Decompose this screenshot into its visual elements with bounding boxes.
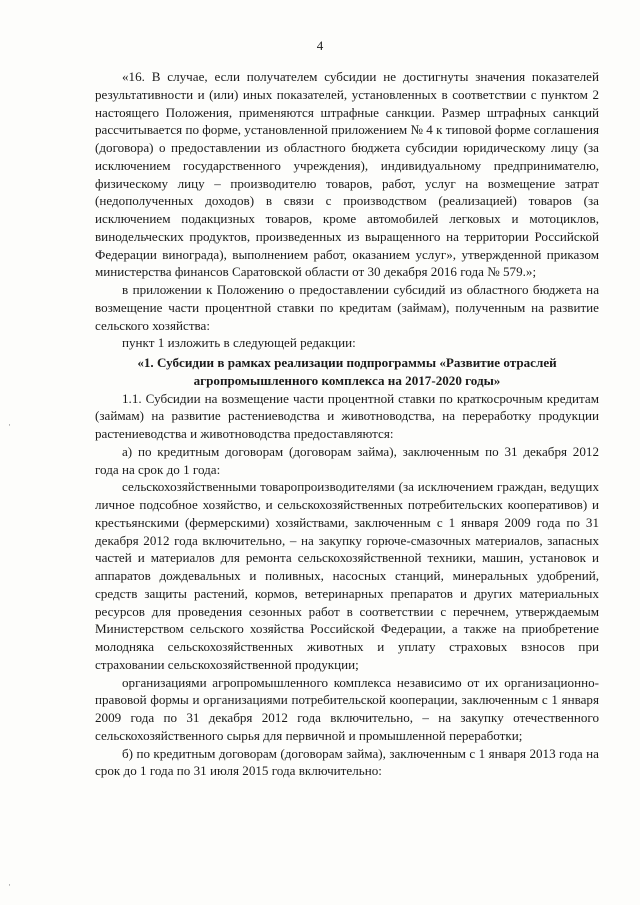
paragraph-item1-intro: пункт 1 изложить в следующей редакции: — [122, 335, 356, 351]
paragraph-16-sanctions: «16. В случае, если получателем субсидии не достигнуты значения показателей результативности и (или) иных показателей, установленных в соответствии с пунктом 2 настоящего Положения, применяются штрафные санкции. Размер штрафных санкций рассчитывается по форме, установленной приложением № 4 к типовой форме соглашения (договора) о предоставлении из областного бюджета субсидии юридическому лицу (за исключением государственного учреждения), индивидуальному предпринимателю, физическому лицу – производителю товаров, работ, услуг на возмещение затрат (недополученных доходов) в связи с производством (реализацией) товаров (за исключением подакцизных товаров, кроме автомобилей легковых и мотоциклов, винодельческих продуктов, произведенных из выращенного на территории Российской Федерации винограда), выполнением работ, оказанием услуг», утвержденной приказом министерства финансов Саратовской области от 30 декабря 2016 года № 579.»; — [95, 69, 600, 280]
scan-speck: · — [8, 880, 11, 890]
paragraph-a: а) по кредитным договорам (договорам займа), заключенным по 31 декабря 2012 года на срок до 1 года: — [95, 443, 599, 477]
document-body — [95, 68, 599, 780]
section-heading: «1. Субсидии в рамках реализации подпрограммы «Развитие отраслей агропромышленного комплекса на 2017-2020 годы» — [137, 355, 557, 388]
paragraph-producers: сельскохозяйственными товаропроизводителями (за исключением граждан, ведущих личное подсобное хозяйство, и сельскохозяйственных потребительских кооперативов) и крестьянскими (фермерскими) хозяйствами, заключенным с 1 января 2009 года по 31 декабря 2012 года включительно, – на закупку горюче-смазочных материалов, запасных частей и материалов для ремонта сельскохозяйственной техники, машин, установок и аппаратов дождевальных и поливных, насосных станций, минеральных удобрений, средств защиты растений, кормов, ветеринарных препаратов и других материальных ресурсов для проведения сезонных работ в соответствии с перечнем, утверждаемым Министерством сельского хозяйства Российской Федерации, а также на приобретение молодняка сельскохозяйственных животных и уплату страховых взносов при страховании сельскохозяйственной продукции; — [95, 479, 599, 672]
paragraph-organizations: организациями агропромышленного комплекса независимо от их организационно-правовой формы и организациями потребительской кооперации, заключенным с 1 января 2009 года по 31 декабря 2012 года включительно, – на закупку отечественного сельскохозяйственного сырья для первичной и промышленной переработки; — [95, 674, 599, 743]
scan-speck: · — [8, 420, 11, 430]
paragraph-appendix-intro: в приложении к Положению о предоставлении субсидий из областного бюджета на возмещение части процентной ставки по кредитам (займам), полученным на развитие сельского хозяйства: — [95, 282, 599, 333]
paragraph-1-1: 1.1. Субсидии на возмещение части процентной ставки по краткосрочным кредитам (займам) на развитие растениеводства и животноводства, на переработку продукции растениеводства и животноводства предоставляются: — [95, 390, 599, 441]
page-number: 4 — [316, 38, 324, 53]
paragraph-b: б) по кредитным договорам (договорам займа), заключенным с 1 января 2013 года на срок до 1 года по 31 июля 2015 года включительно: — [95, 745, 599, 779]
